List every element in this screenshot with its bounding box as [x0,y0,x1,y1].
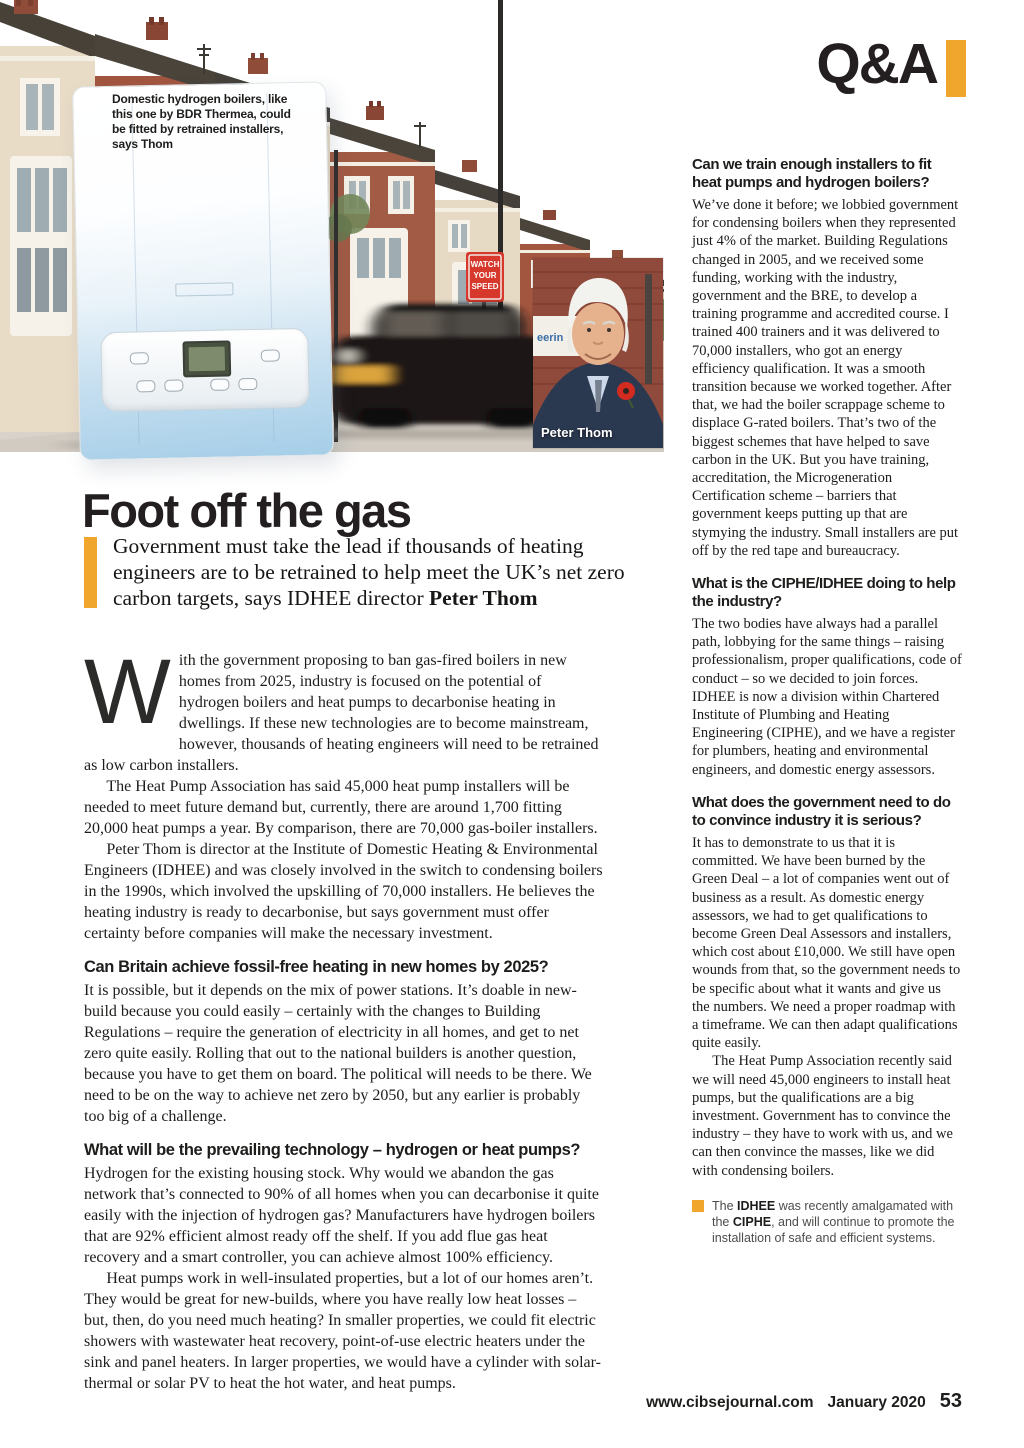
qa-label: Q&A [816,32,937,96]
body-paragraph: The Heat Pump Association has said 45,000 heat pump installers will be needed to meet future demand but, currently, there are around 1,700 fitting 20,000 heat pumps a year. By comparison, there are 70,000 gas-boiler installers. [84,778,598,837]
svg-text:YOUR: YOUR [473,271,497,280]
footnote-bullet-square [692,1200,704,1212]
svg-text:WATCH: WATCH [470,260,500,269]
standfirst-text: Government must take the lead if thousands of heating engineers are to be retrained to help meet the UK’s net zero carbon targets, says IDHEE director Peter Thom [113,534,625,610]
page-number: 53 [939,1390,962,1412]
standfirst [84,534,632,611]
question-heading: Can we train enough installers to fit heat pumps and hydrogen boilers? [692,156,932,191]
svg-text:SPEED: SPEED [471,282,499,291]
body-paragraph: Hydrogen for the existing housing stock. Why would we abandon the gas network that’s connected to 90% of all homes when you can decarbonise it quite easily with the injection of hydrogen gas? Manufacturers have hydrogen boilers that are 92% efficient almost ready off the shelf. If you add flue gas heat recovery and a smart controller, you can achieve almost 100% efficiency. [84,1164,599,1266]
boiler-lcd-display [182,340,231,377]
page-footer [646,1390,962,1413]
boiler-button [130,352,149,364]
drainpipe [645,274,652,384]
body-paragraph: It is possible, but it depends on the mix of power stations. It’s doable in new-build because you could easily – certainly with the changes to Building Regulations – require the generation of electricity in all homes, and get to net zero quite easily. Rolling that out to the national builders is another question, because you have to get them on board. The political will needs to be there. We need to be on the way to achieve net zero by 2050, but any earlier is probably too big of a challenge. [84,981,592,1125]
dropcap: W [84,641,171,743]
boiler-button [210,378,229,390]
face [572,303,624,365]
standfirst-accent-bar [84,537,97,608]
left-column [84,641,604,1394]
author-name: Peter Thom [429,585,538,610]
footnote [692,1198,962,1247]
body-paragraph: It has to demonstrate to us that it is committed. We have been burned by the Green Deal – a lot of companies went out of business as a result. As domestic energy assessors, we had to get qualifications to become Green Deal Assessors and installers, which cost about £10,000. We still have open wounds from that, so the government needs to be specific about what it wants and give us the numbers. We need a proper roadmap with a timeframe. We can then adapt qualifications quite easily. [692,834,961,1052]
footnote-text: The IDHEE was recently amalgamated with the CIPHE, and will continue to promote the installation of safe and efficient systems. [712,1198,955,1246]
article-title: Foot off the gas [82,484,411,538]
boiler-button [136,380,155,392]
portrait-caption: Peter Thom [541,425,613,440]
right-column [692,156,962,1247]
question-heading: Can Britain achieve fossil-free heating in new homes by 2025? [84,958,549,976]
boiler-button [164,379,183,391]
portrait-illustration [533,258,663,448]
body-paragraph: Heat pumps work in well-insulated properties, but a lot of our homes aren’t. They would be great for new-builds, where you have really low heat losses – but, then, do you need much heating? In smaller properties, we could fit electric showers with wastewater heat recovery, point-of-use electric heaters under the sink and panel heaters. In larger properties, we would have a cylinder with solar-thermal or solar PV to heat the hot water, and heat pumps. [84,1269,601,1392]
boiler-button [261,349,280,361]
boiler-control-panel [100,328,310,412]
portrait-photo [533,258,663,448]
question-heading: What does the government need to do to convince industry it is serious? [692,793,951,829]
body-paragraph: The Heat Pump Association recently said we will need 45,000 engineers to install heat pumps, but the qualifications are a big investment. Government has to convince the industry – they have to work with us, and we can then convince the masses, like we did with condensing boilers. [692,1053,953,1179]
intro-paragraph: With the government proposing to ban gas-fired boilers in new homes from 2025, industry is focused on the potential of hydrogen boilers and heat pumps to decarbonise heating in dwellings. If these new technologies are to become mainstream, however, thousands of heating engineers will need to be retrained as low carbon installers. [84,641,599,774]
journal-url: www.cibsejournal.com [646,1394,814,1411]
photo-caption: Domestic hydrogen boilers, like this one by BDR Thermea, could be fitted by retrained installers, says Thom [112,92,291,152]
qa-badge [816,32,966,97]
question-heading: What will be the prevailing technology – hydrogen or heat pumps? [84,1140,581,1159]
boiler-button [238,378,257,390]
issue-date: January 2020 [827,1394,926,1411]
body-paragraph: The two bodies have always had a parallel path, lobbying for the same things – raising professionalism, proper qualifications, code of conduct – so we decided to join forces. IDHEE is now a division within Chartered Institute of Plumbing and Heating Engineering (CIPHE), and we have a register for plumbers, heating and environmental engineers, and domestic energy assessors. [692,616,962,778]
question-heading: What is the CIPHE/IDHEE doing to help the industry? [692,575,956,611]
body-paragraph: We’ve done it before; we lobbied government for condensing boilers when they represented just 4% of the market. Building Regulations changed in 2005, and we received some funding, working with the industry, government and the BRE, to develop a training programme and accredited course. I trained 400 trainers and it was delivered to 70,000 installers, who got an energy efficiency qualification. It was a smooth transition because we worked together. After that, we had the boiler scrappage scheme to displace G-rated boilers. That’s two of the biggest schemes that have helped to save carbon in the UK. But you have training, accreditation, the Microgeneration Certification scheme – barriers that government keeps putting up that are stymying the industry. Small installers are put off by the red tape and bureaucracy. [692,197,959,559]
svg-text:eerin: eerin [537,332,564,344]
qa-accent-bar [946,40,966,97]
body-paragraph: Peter Thom is director at the Institute of Domestic Heating & Environmental Engineers (IDHEE) and was closely involved in the switch to condensing boilers in the 1990s, which involved the upskilling of 70,000 installers. He believes the heating industry is ready to decarbonise, but says government must offer certainty before companies will make the necessary investment. [84,841,603,942]
hero-photo-collage [0,0,664,452]
